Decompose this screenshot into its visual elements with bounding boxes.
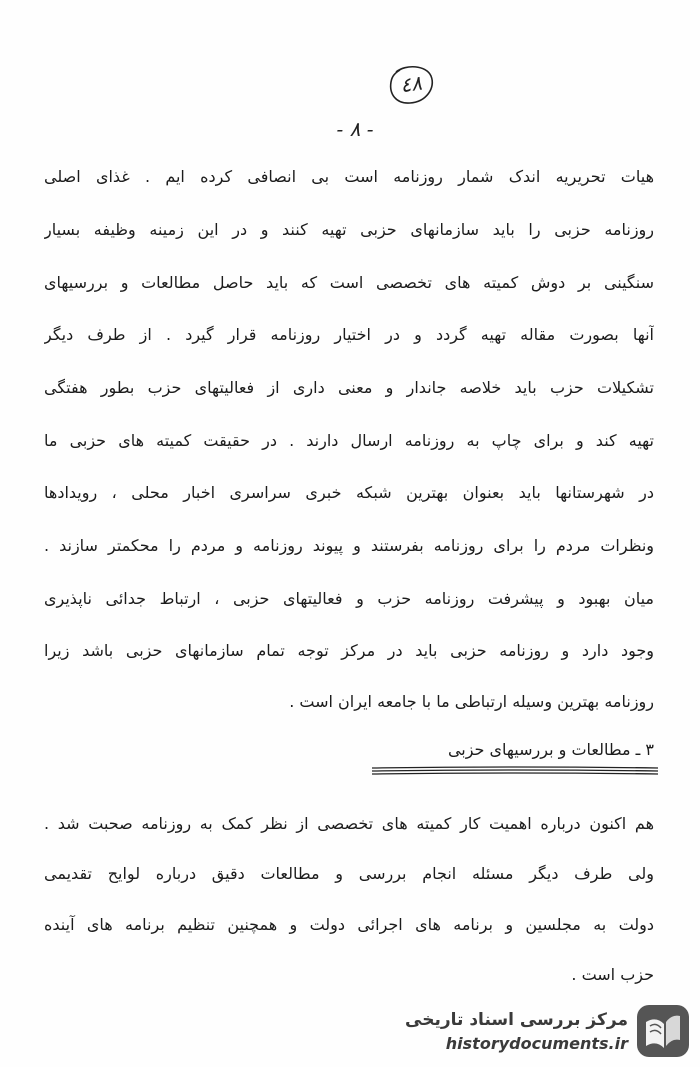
page-stamp — [386, 62, 436, 106]
watermark-url: historydocuments.ir — [445, 1034, 628, 1053]
paragraph-2-line: ولی طرف دیگر مسئله انجام بررسی و مطالعات دقیق درباره لوایح تقدیمی — [44, 864, 654, 883]
watermark — [405, 1000, 694, 1062]
open-book-logo-icon — [634, 1002, 692, 1060]
heading-underline — [370, 766, 660, 776]
paragraph-1-line: روزنامه حزبی را باید سازمانهای حزبی تهیه کنند و در این زمینه وظیفه بسیار — [44, 220, 654, 239]
section-heading: ٣ ـ مطالعات و بررسیهای حزبی — [447, 740, 654, 759]
paragraph-1-line: ونظرات مردم را برای روزنامه بفرستند و پیوند روزنامه و مردم را محکمتر سازند . — [44, 536, 654, 555]
paragraph-1-line: وجود دارد و روزنامه حزبی باید در مرکز توجه تمام سازمانهای حزبی باشد زیرا — [44, 641, 654, 660]
paragraph-1-line: تشکیلات حزب باید خلاصه جاندار و معنی داری از فعالیتهای حزب بطور هفتگی — [44, 378, 654, 397]
paragraph-2-line: هم اکنون درباره اهمیت کار کمیته های تخصصی از نظر کمک به روزنامه صحبت شد . — [44, 814, 654, 833]
paragraph-1-line: هیات تحریریه اندک شمار روزنامه است بی انصافی کرده ایم . غذای اصلی — [44, 167, 654, 186]
paragraph-1-line: سنگینی بر دوش کمیته های تخصصی است که باید حاصل مطالعات و بررسیهای — [44, 273, 654, 292]
watermark-title: مرکز بررسی اسناد تاریخی — [405, 1010, 628, 1030]
paragraph-1-line: در شهرستانها باید بعنوان بهترین شبکه خبری سراسری اخبار محلی ، رویدادها — [44, 483, 654, 502]
page-number: - ٨ - — [336, 117, 374, 141]
paragraph-1-line: تهیه کند و برای چاپ به روزنامه ارسال دارند . در حقیقت کمیته های حزبی ما — [44, 431, 654, 450]
paragraph-2-line: دولت به مجلسین و برنامه های اجرائی دولت و همچنین تنظیم برنامه های آینده — [44, 915, 654, 934]
stamp-number: ٤٨ — [398, 70, 424, 98]
paragraph-1-line: آنها بصورت مقاله تهیه گردد و در اختیار روزنامه قرار گیرد . از طرف دیگر — [44, 325, 654, 344]
paragraph-1-line: میان بهبود و پیشرفت روزنامه حزب و فعالیتهای حزبی ، ارتباط جدائی ناپذیری — [44, 589, 654, 608]
paragraph-2-line: حزب است . — [571, 965, 654, 984]
paragraph-1-line: روزنامه بهترین وسیله ارتباطی ما با جامعه ایران است . — [289, 692, 654, 711]
